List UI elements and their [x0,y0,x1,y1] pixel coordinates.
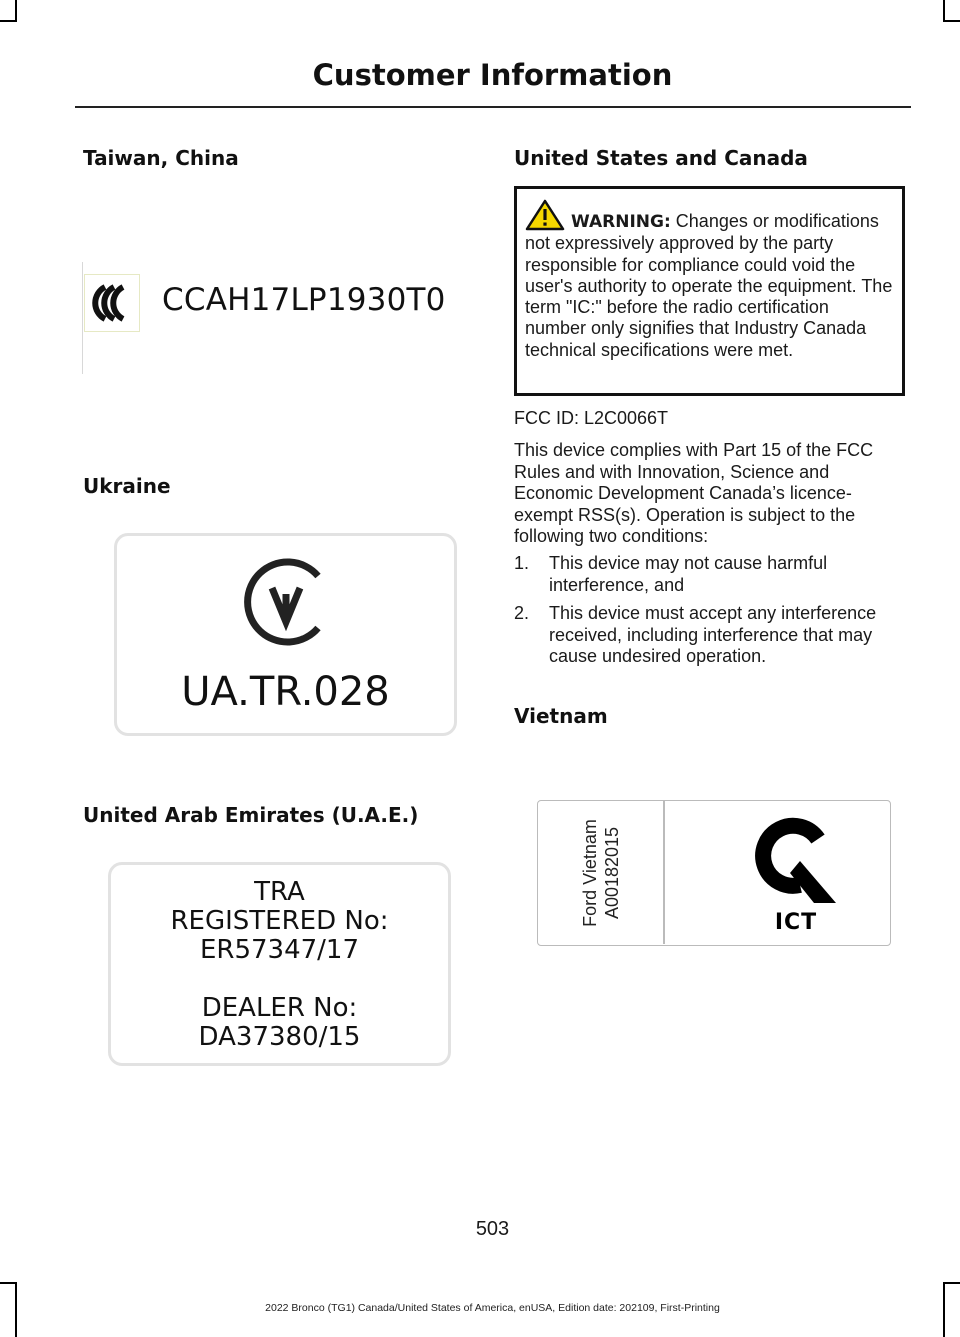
crop-mark [15,0,17,22]
warning-label: WARNING: [571,212,671,232]
ncc-logo-icon [85,275,139,331]
warning-triangle-icon [525,199,565,231]
list-item-number: 2. [514,603,530,623]
page-title: Customer Information [312,58,673,92]
heading-us-canada: United States and Canada [514,146,808,170]
list-item [514,553,909,596]
uae-line-registered-label: REGISTERED No: [170,906,389,936]
warning-text: Changes or modifications not expressively approved by the party responsible for compliance could void the user's authority to operate the equipment. The term "IC:" before the radio certification number only signifies that Industry Canada technical specifications were met. [525,211,893,360]
list-item-number: 1. [514,553,530,573]
list-item-text: This device may not cause harmful interference, and [549,553,828,595]
vietnam-company: Ford Vietnam [580,819,600,927]
title-divider [75,106,911,108]
taiwan-code: CCAH17LP1930T0 [162,282,446,318]
label-left-edge [82,262,83,374]
uae-line-authority: TRA [254,877,305,907]
ukraine-conformity-icon [236,556,336,648]
vietnam-label [537,800,891,946]
crop-mark [0,1282,17,1284]
crop-mark [943,0,945,22]
taiwan-label [82,262,467,374]
ukraine-label [114,533,457,736]
crop-mark [0,20,17,22]
heading-taiwan: Taiwan, China [83,146,239,170]
crop-mark [943,1282,960,1284]
uae-label-text [111,878,448,1052]
ukraine-mark-text: UA.TR.028 [181,669,390,715]
uae-line-dealer-number: DA37380/15 [198,1022,361,1052]
page-number: 503 [475,1218,510,1240]
list-item [514,603,909,668]
heading-uae: United Arab Emirates (U.A.E.) [83,803,419,827]
vietnam-number: A00182015 [602,826,622,920]
vietnam-label-text [579,803,623,943]
warning-box [514,186,905,396]
heading-ukraine: Ukraine [83,474,171,498]
heading-vietnam: Vietnam [514,704,608,728]
ict-logo-text: ICT [774,910,818,935]
list-item-text: This device must accept any interference received, including interference that may cause undesired operation. [549,603,877,666]
page-footer: 2022 Bronco (TG1) Canada/United States of America, enUSA, Edition date: 202109, First-Printing [265,1302,720,1314]
uae-line-dealer-label: DEALER No: [201,993,358,1023]
vietnam-label-divider [663,801,665,944]
ict-logo-icon [738,811,854,907]
crop-mark [943,20,960,22]
conditions-list [514,553,909,675]
fcc-id: FCC ID: L2C0066T [514,408,669,428]
compliance-statement: This device complies with Part 15 of the FCC Rules and with Innovation, Science and Economic Development Canada’s licence-exempt RSS(s). Operation is subject to the following two conditions: [514,440,874,546]
ncc-logo-frame [84,274,140,332]
uae-line-registered-number: ER57347/17 [199,935,360,965]
uae-label [108,862,451,1066]
